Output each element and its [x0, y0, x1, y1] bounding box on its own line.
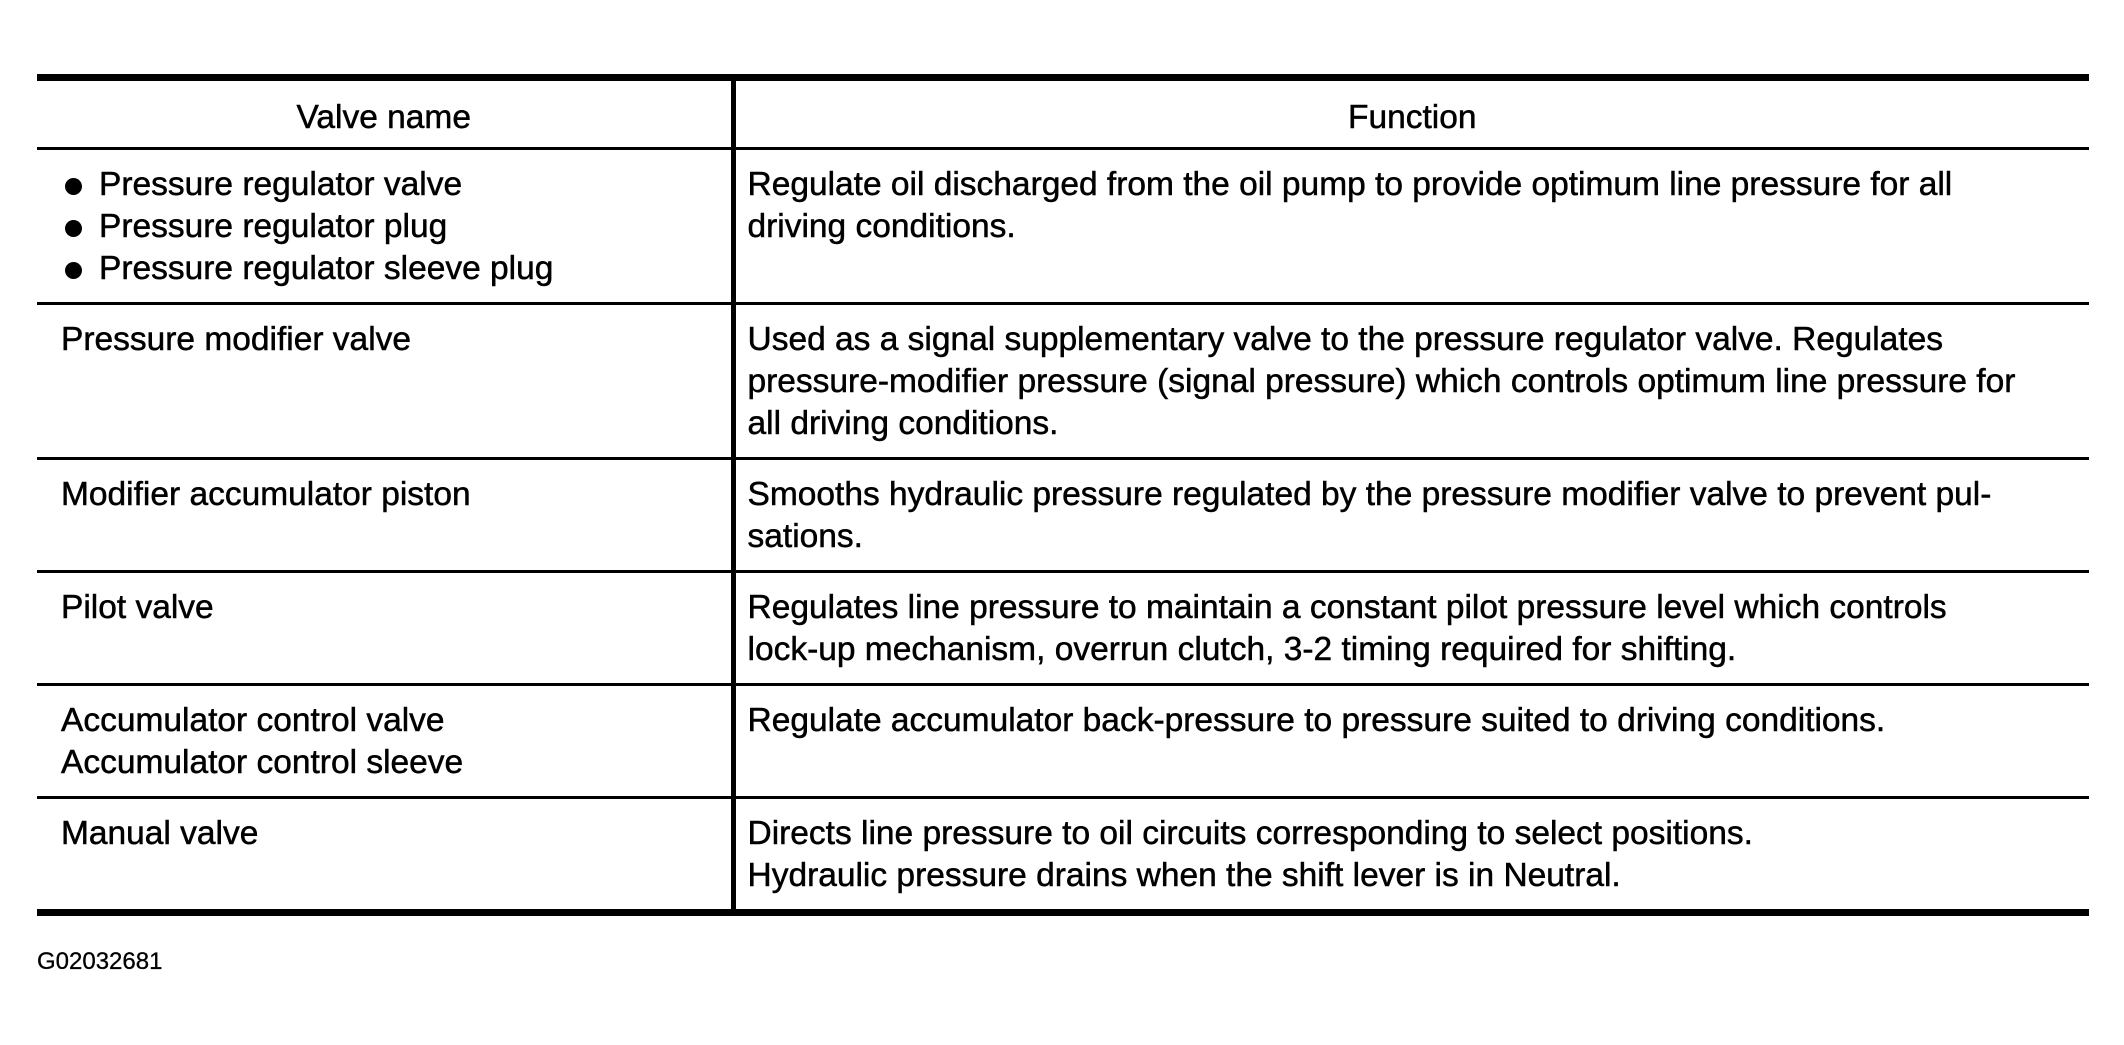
function-cell: Smooths hydraulic pressure regulated by the pressure modifier valve to prevent pul- sations.	[733, 459, 2089, 572]
table-row	[37, 149, 2089, 304]
table-row	[37, 685, 2089, 798]
table-row	[37, 572, 2089, 685]
bullet-icon	[65, 178, 82, 195]
function-cell: Regulates line pressure to maintain a constant pilot pressure level which controls lock-up mechanism, overrun clutch, 3-2 timing required for shifting.	[733, 572, 2089, 685]
table-header-row	[37, 78, 2089, 149]
valve-name-cell: Manual valve	[37, 798, 733, 913]
function-cell: Used as a signal supplementary valve to the pressure regulator valve. Regulates pressure-modifier pressure (signal pressure) which controls optimum line pressure for all driving conditions.	[733, 304, 2089, 459]
valve-name-list	[61, 164, 719, 290]
valve-function-table	[37, 74, 2089, 916]
valve-name-cell: Pilot valve	[37, 572, 733, 685]
table-row	[37, 304, 2089, 459]
bullet-icon	[65, 220, 82, 237]
figure-id: G02032681	[37, 948, 163, 975]
valve-function-table-container	[37, 74, 2089, 916]
header-function: Function	[733, 78, 2089, 149]
table-row	[37, 798, 2089, 913]
valve-name-cell: Pressure modifier valve	[37, 304, 733, 459]
function-cell: Directs line pressure to oil circuits corresponding to select positions. Hydraulic pressure drains when the shift lever is in Neutral.	[747, 815, 1753, 894]
function-cell: Regulate oil discharged from the oil pump to provide optimum line pressure for all driving conditions.	[733, 149, 2089, 304]
function-cell: Regulate accumulator back-pressure to pressure suited to driving conditions.	[733, 685, 2089, 798]
list-item: Pressure regulator plug	[61, 206, 719, 248]
list-item: Pressure regulator valve	[61, 164, 719, 206]
bullet-icon	[65, 262, 82, 279]
valve-name-cell: Accumulator control valve Accumulator control sleeve	[37, 685, 733, 798]
valve-name-cell	[37, 149, 733, 304]
header-valve-name: Valve name	[37, 78, 733, 149]
valve-name-cell: Modifier accumulator piston	[37, 459, 733, 572]
table-row	[37, 459, 2089, 572]
list-item: Pressure regulator sleeve plug	[61, 248, 719, 290]
